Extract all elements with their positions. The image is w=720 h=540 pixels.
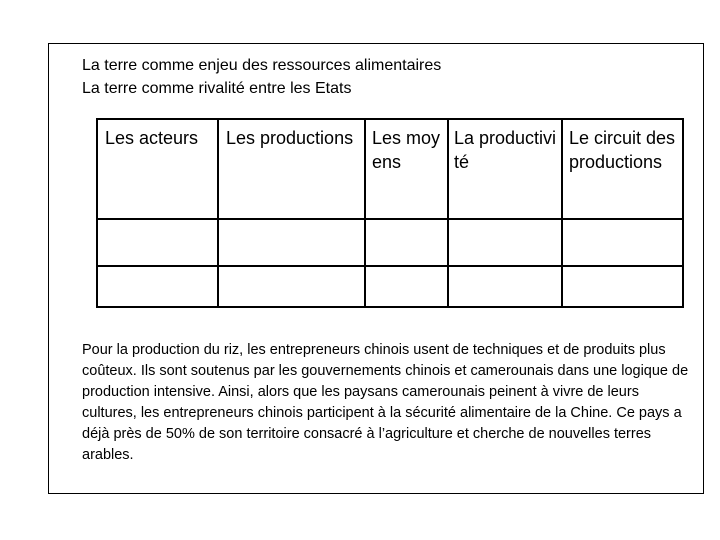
row-divider [98, 218, 682, 220]
analysis-table [96, 118, 684, 308]
table-header-acteurs: Les acteurs [105, 128, 199, 148]
row-divider [98, 265, 682, 267]
column-divider [217, 120, 219, 306]
table-header-moyens: Les moyens [372, 128, 441, 172]
body-paragraph: Pour la production du riz, les entrepreneurs chinois usent de techniques et de produits plus coûteux. Ils sont soutenus par les gouvernements chinois et camerounais dans une logique de production intensive. Ainsi, alors que les paysans camerounais peinent à vivre de leurs cultures, les entrepreneurs chinois participent à la sécurité alimentaire de la Chine. Ce pays a déjà près de 50% de son territoire consacré à l’agriculture et cherche de nouvelles terres arables. [82, 342, 689, 463]
column-divider [561, 120, 563, 306]
table-header-productivite: La productivité [454, 128, 557, 172]
table-header-productions: Les productions [226, 128, 354, 148]
heading-line-2: La terre comme rivalité entre les Etats [82, 80, 352, 97]
column-divider [364, 120, 366, 306]
column-divider [447, 120, 449, 306]
table-header-circuit: Le circuit des productions [569, 128, 676, 172]
heading-line-1: La terre comme enjeu des ressources alimentaires [82, 57, 442, 74]
